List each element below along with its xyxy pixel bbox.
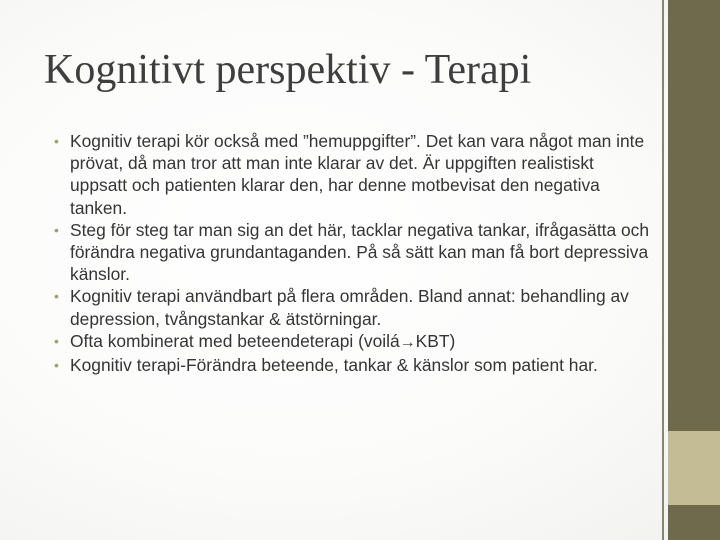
bullet-text-before: Ofta kombinerat med beteendeterapi (voilá bbox=[70, 330, 400, 351]
bullet-text: Kognitiv terapi användbart på flera områden. Bland annat: behandling av depression, tvångstankar & ätstörningar. bbox=[70, 286, 629, 329]
bullet-marker: • bbox=[54, 332, 59, 349]
bullet-text-after: KBT) bbox=[415, 330, 456, 351]
bullet-text: Steg för steg tar man sig an det här, tacklar negativa tankar, ifrågasätta och förändra negativa grundantaganden. På så sätt kan man få bort depressiva känslor. bbox=[70, 219, 650, 285]
slide-title: Kognitivt perspektiv - Terapi bbox=[44, 47, 532, 93]
right-arrow-icon: → bbox=[399, 333, 416, 351]
bullet-text: Kognitiv terapi-Förändra beteende, tankar & känslor som patient har. bbox=[70, 355, 598, 376]
bullet-item bbox=[54, 130, 654, 219]
sidebar-accent-block bbox=[668, 431, 720, 505]
bullet-marker: • bbox=[54, 357, 59, 374]
bullet-item bbox=[54, 354, 654, 376]
bullet-item bbox=[54, 330, 654, 354]
bullet-text: Kognitiv terapi kör också med ”hemuppgifter”. Det kan vara något man inte prövat, då man tror att man inte klarar av det. Är uppgiften realistiskt uppsatt och patienten klarar den, har denne motbevisat den negativa tanken. bbox=[70, 131, 645, 218]
bullet-item bbox=[54, 219, 654, 286]
bullet-item bbox=[54, 285, 654, 329]
bullet-marker: • bbox=[54, 133, 59, 149]
sidebar-divider bbox=[662, 0, 664, 540]
bullet-marker: • bbox=[54, 221, 59, 238]
bullet-marker: • bbox=[54, 288, 59, 305]
bullet-list bbox=[54, 130, 654, 376]
